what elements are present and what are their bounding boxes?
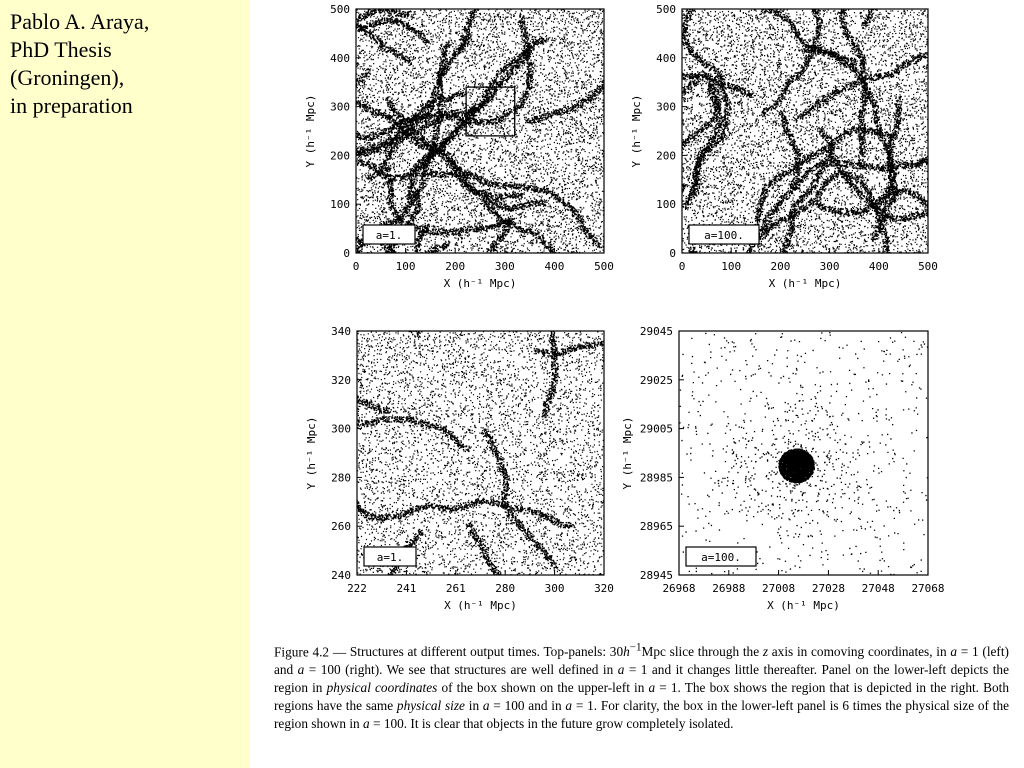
caption-text: = 100 and in [489, 697, 566, 713]
x-tick-label: 500 [918, 260, 938, 273]
caption-text: a [950, 644, 958, 660]
x-tick-label: 500 [594, 260, 614, 273]
figure-caption [274, 640, 1009, 732]
caption-text: z [762, 644, 769, 660]
caption-body [274, 644, 1009, 730]
x-axis-label: X (h⁻¹ Mpc) [443, 277, 517, 290]
x-tick-label: 100 [721, 260, 742, 273]
scatter-panel-bottom-left [250, 251, 655, 636]
y-tick-label: 0 [343, 247, 350, 260]
caption-text: = 100 (right). We see that structures are well defined in [304, 662, 618, 678]
caption-text: in [464, 697, 483, 713]
epoch-label: a=1. [375, 229, 403, 242]
y-tick-label: 29045 [639, 325, 673, 338]
caption-text: = 100. It is clear that objects in the future grow completely isolated. [369, 715, 734, 731]
y-tick-label: 320 [331, 373, 351, 387]
y-tick-label: 28985 [639, 471, 673, 485]
caption-text: physical size [396, 697, 465, 713]
caption-label: Figure 4.2 — [274, 644, 347, 660]
x-tick-label: 0 [678, 260, 686, 273]
x-tick-label: 27008 [762, 582, 796, 595]
x-tick-label: 400 [544, 260, 565, 273]
x-axis-label: X (h⁻¹ Mpc) [768, 277, 842, 290]
scatter-panel-top-left [250, 0, 706, 459]
particle-points [250, 0, 706, 459]
particle-points [679, 332, 929, 576]
caption-text: physical coordinates [326, 680, 438, 696]
figure-sheet [250, 0, 1024, 768]
y-tick-label: 100 [656, 198, 676, 212]
x-axis-label: X (h⁻¹ Mpc) [444, 599, 517, 612]
y-tick-label: 0 [669, 247, 676, 260]
caption-text: a [565, 697, 573, 713]
y-tick-label: 400 [330, 51, 350, 65]
x-tick-label: 222 [347, 582, 367, 595]
figure-plots [250, 0, 1024, 636]
y-axis-label: Y (h⁻¹ Mpc) [304, 94, 317, 168]
y-axis-label: Y (h⁻¹ Mpc) [630, 94, 643, 168]
caption-text: = 1 and it changes little thereafter. Panel on the lower-left depicts the region in [274, 662, 1009, 696]
y-tick-label: 240 [331, 569, 351, 582]
caption-text: a [297, 662, 305, 678]
y-tick-label: 500 [330, 3, 350, 16]
y-tick-label: 200 [330, 149, 350, 163]
x-tick-label: 400 [868, 260, 889, 273]
caption-text: h [623, 644, 630, 660]
y-tick-label: 260 [331, 520, 351, 534]
x-tick-label: 261 [445, 582, 466, 595]
x-tick-label: 27048 [861, 582, 895, 595]
x-tick-label: 26988 [712, 582, 746, 595]
y-tick-label: 400 [656, 51, 676, 65]
x-tick-label: 27028 [811, 582, 845, 595]
y-tick-label: 29005 [639, 422, 673, 436]
x-tick-label: 280 [495, 582, 516, 595]
epoch-label: a=100. [704, 229, 744, 242]
y-tick-label: 300 [656, 100, 676, 114]
caption-text: Structures at different output times. Top-panels: 30 [346, 644, 624, 660]
y-tick-label: 500 [656, 3, 676, 16]
x-tick-label: 26968 [662, 582, 696, 595]
caption-text: a [648, 680, 656, 696]
particle-field [679, 332, 929, 576]
author-note-line: (Groningen), [10, 65, 125, 90]
epoch-label: a=1. [376, 551, 404, 564]
x-tick-label: 241 [396, 582, 417, 595]
y-axis-label: Y (h⁻¹ Mpc) [621, 416, 634, 490]
x-tick-label: 0 [352, 260, 360, 273]
caption-text: a [617, 662, 625, 678]
x-tick-label: 300 [494, 260, 515, 273]
author-note-line: PhD Thesis [10, 37, 112, 62]
caption-text: a [363, 715, 370, 731]
scatter-panel-top-right [536, 0, 1024, 502]
author-note-line: in preparation [10, 93, 133, 118]
caption-text: Mpc slice through the [641, 644, 763, 660]
y-tick-label: 29025 [639, 373, 673, 387]
y-tick-label: 300 [331, 422, 351, 436]
epoch-label: a=100. [701, 551, 741, 564]
author-note [10, 8, 240, 120]
caption-text: a [482, 697, 490, 713]
y-tick-label: 28965 [639, 520, 673, 534]
particle-field [250, 0, 706, 459]
caption-text: = 1 (left) and [274, 644, 1009, 678]
x-tick-label: 100 [395, 260, 416, 273]
y-tick-label: 100 [330, 198, 350, 212]
x-tick-label: 300 [819, 260, 840, 273]
x-tick-label: 27068 [911, 582, 945, 595]
y-tick-label: 28945 [639, 569, 673, 582]
caption-text: = 1. For clarity, the box in the lower-left panel is 6 times the physical size of the region shown in [274, 697, 1010, 731]
y-tick-label: 280 [331, 471, 351, 485]
x-tick-label: 200 [770, 260, 791, 273]
x-axis-label: X (h⁻¹ Mpc) [767, 599, 840, 612]
y-axis-label: Y (h⁻¹ Mpc) [305, 416, 318, 490]
caption-text: of the box shown on the upper-left in [437, 680, 649, 696]
y-tick-label: 300 [330, 100, 350, 114]
caption-text: axis in comoving coordinates, in [768, 644, 951, 660]
x-tick-label: 300 [544, 582, 565, 595]
caption-text: −1 [629, 642, 642, 654]
x-tick-label: 200 [445, 260, 466, 273]
scatter-panel-bottom-right [621, 325, 945, 612]
y-tick-label: 340 [331, 325, 351, 338]
author-note-line: Pablo A. Araya, [10, 9, 150, 34]
x-tick-label: 320 [594, 582, 614, 595]
y-tick-label: 200 [656, 149, 676, 163]
caption-text: = 1. The box shows the region that is depicted in the right. Both regions have the same [274, 680, 1009, 713]
